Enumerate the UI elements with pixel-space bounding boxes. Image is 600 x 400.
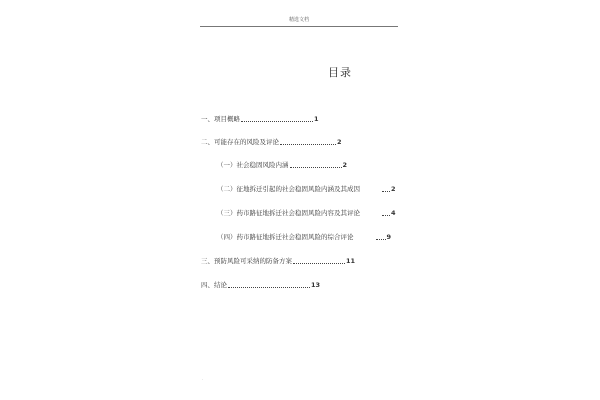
toc-entry-page: 11 [346,257,356,265]
toc-leader [382,191,390,192]
header-rule [200,26,398,27]
toc-title: 目录 [328,66,352,79]
toc-entry-page: 13 [311,281,321,289]
page-header-text: 精选文档 [288,17,309,23]
toc-entry-text: 二、可能存在的风险及评论 [201,138,279,146]
toc-entry-3[interactable] [217,160,347,169]
toc-entry-page: 2 [391,185,396,193]
toc-entry-4[interactable] [217,184,396,193]
toc-leader [382,215,390,216]
toc-entry-text: （三）药市路征地拆迁社会稳固风险内容及其评论 [217,209,360,217]
toc-entry-page: 4 [391,209,396,217]
toc-entry-page: 1 [314,115,319,123]
toc-entry-text: （二）征地拆迁引起的社会稳固风险内涵及其成因 [217,185,360,193]
toc-leader [280,144,336,145]
toc-entry-text: 四、结论 [201,281,227,289]
toc-entry-2[interactable] [201,137,342,146]
toc-entry-5[interactable] [217,208,396,217]
toc-entry-text: 三、预防风险可采纳的防备方案 [201,257,292,265]
footer-mark: . [202,376,204,381]
toc-leader [376,239,386,240]
toc-entry-page: 2 [342,161,348,169]
toc-entry-text: （一）社会稳固风险内涵 [217,161,289,169]
toc-entry-1[interactable] [201,114,319,123]
toc-leader [290,167,342,168]
toc-leader [293,263,345,264]
toc-entry-7[interactable] [201,256,355,265]
toc-leader [228,287,310,288]
toc-entry-page: 2 [337,138,342,146]
toc-entry-6[interactable] [217,232,391,241]
toc-entry-8[interactable] [201,280,320,289]
toc-leader [241,121,313,122]
toc-entry-text: （四）药市路征地拆迁社会稳固风险的综合评论 [217,233,354,241]
toc-entry-text: 一、项目概略 [201,115,240,123]
toc-entry-page: 9 [386,233,392,241]
